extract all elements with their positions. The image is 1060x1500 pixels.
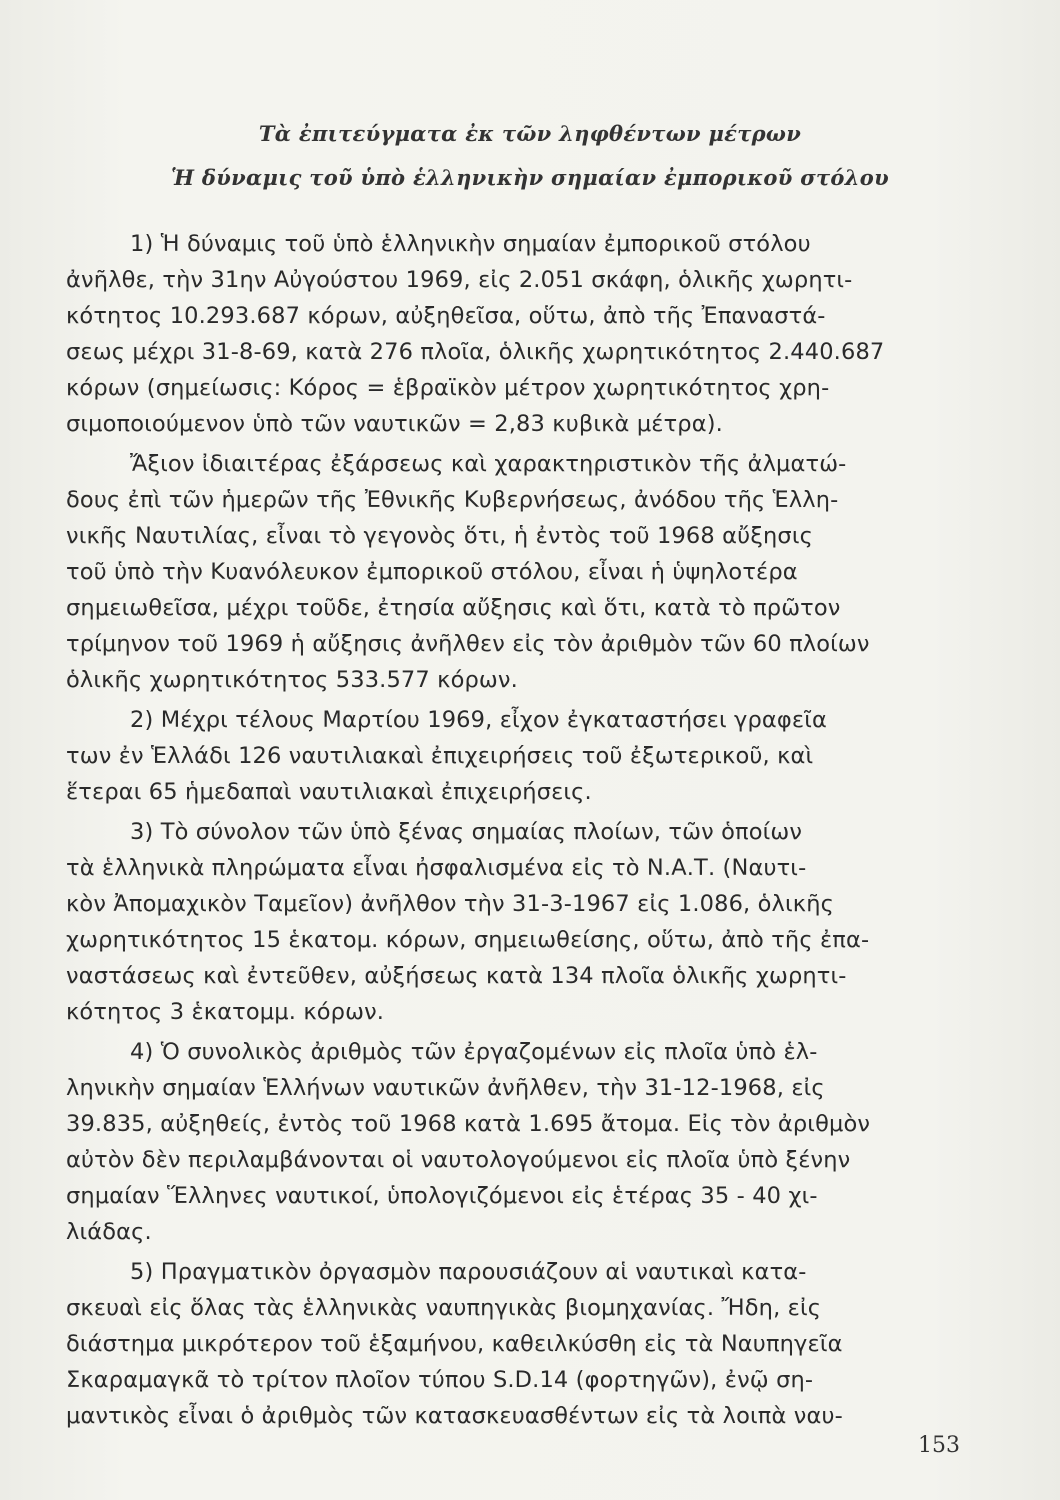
text-line: ληνικὴν σημαίαν Ἑλλήνων ναυτικῶν ἀνῆλθεν, τὴν 31-12-1968, εἰς <box>66 1075 825 1101</box>
text-line: ὁλικῆς χωρητικότητος 533.577 κόρων. <box>66 667 518 693</box>
paragraph-2 <box>66 446 940 698</box>
text-line: κότητος 3 ἑκατομμ. κόρων. <box>66 999 385 1025</box>
text-line: μαντικὸς εἶναι ὁ ἀριθμὸς τῶν κατασκευασθέντων εἰς τὰ λοιπὰ ναυ- <box>66 1403 843 1429</box>
text-line: νικῆς Ναυτιλίας, εἶναι τὸ γεγονὸς ὅτι, ἡ ἐντὸς τοῦ 1968 αὔξησις <box>66 523 813 549</box>
text-line: σημειωθεῖσα, μέχρι τοῦδε, ἐτησία αὔξησις καὶ ὅτι, κατὰ τὸ πρῶτον <box>66 595 841 621</box>
text-line: ἕτεραι 65 ἡμεδαπαὶ ναυτιλιακαὶ ἐπιχειρήσεις. <box>66 779 592 805</box>
text-line: λιάδας. <box>66 1219 152 1245</box>
page-number: 153 <box>918 1433 960 1458</box>
text-line: τρίμηνον τοῦ 1969 ἡ αὔξησις ἀνῆλθεν εἰς τὸν ἀριθμὸν τῶν 60 πλοίων <box>66 631 870 657</box>
text-line: Ἄξιον ἰδιαιτέρας ἐξάρσεως καὶ χαρακτηριστικὸν τῆς ἀλματώ- <box>130 451 847 477</box>
paragraph-4 <box>66 814 940 1030</box>
text-line: 4) Ὁ συνολικὸς ἀριθμὸς τῶν ἐργαζομένων εἰς πλοῖα ὑπὸ ἑλ- <box>130 1039 818 1065</box>
text-line: 39.835, αὐξηθείς, ἐντὸς τοῦ 1968 κατὰ 1.695 ἄτομα. Εἰς τὸν ἀριθμὸν <box>66 1111 871 1137</box>
body-text <box>66 226 940 1434</box>
text-line: διάστημα μικρότερον τοῦ ἑξαμήνου, καθειλκύσθη εἰς τὰ Ναυπηγεῖα <box>66 1331 843 1357</box>
text-line: δους ἐπὶ τῶν ἡμερῶν τῆς Ἐθνικῆς Κυβερνήσεως, ἀνόδου τῆς Ἑλλη- <box>66 487 839 513</box>
text-line: 1) Ἡ δύναμις τοῦ ὑπὸ ἑλληνικὴν σημαίαν ἐμπορικοῦ στόλου <box>130 231 811 257</box>
text-line: των ἐν Ἑλλάδι 126 ναυτιλιακαὶ ἐπιχειρήσεις τοῦ ἐξωτερικοῦ, καὶ <box>66 743 814 769</box>
text-line: χωρητικότητος 15 ἑκατομ. κόρων, σημειωθείσης, οὕτω, ἀπὸ τῆς ἐπα- <box>66 927 870 953</box>
section-subheading: Ἡ δύναμις τοῦ ὑπὸ ἑλληνικὴν σημαίαν ἐμπορικοῦ στόλου <box>171 165 889 190</box>
text-line: 5) Πραγματικὸν ὀργασμὸν παρουσιάζουν αἱ ναυτικαὶ κατα- <box>130 1259 807 1285</box>
text-line: 3) Τὸ σύνολον τῶν ὑπὸ ξένας σημαίας πλοίων, τῶν ὁποίων <box>130 819 803 845</box>
headings <box>90 112 970 200</box>
text-line: σκευαὶ εἰς ὅλας τὰς ἑλληνικὰς ναυπηγικὰς βιομηχανίας. Ἤδη, εἰς <box>66 1295 822 1321</box>
text-line: ἀνῆλθε, τὴν 31ην Αὐγούστου 1969, εἰς 2.051 σκάφη, ὁλικῆς χωρητι- <box>66 267 853 293</box>
text-line: τοῦ ὑπὸ τὴν Κυανόλευκον ἐμπορικοῦ στόλου, εἶναι ἡ ὑψηλοτέρα <box>66 559 798 585</box>
text-line: σιμοποιούμενον ὑπὸ τῶν ναυτικῶν = 2,83 κυβικὰ μέτρα). <box>66 411 723 437</box>
section-heading: Τὰ ἐπιτεύγματα ἐκ τῶν ληφθέντων μέτρων <box>258 121 802 146</box>
paragraph-5 <box>66 1034 940 1250</box>
text-line: τὰ ἑλληνικὰ πληρώματα εἶναι ἠσφαλισμένα εἰς τὸ Ν.Α.Τ. (Ναυτι- <box>66 855 807 881</box>
text-line: κότητος 10.293.687 κόρων, αὐξηθεῖσα, οὕτω, ἀπὸ τῆς Ἐπαναστά- <box>66 303 826 329</box>
text-line: 2) Μέχρι τέλους Μαρτίου 1969, εἶχον ἐγκαταστήσει γραφεῖα <box>130 707 827 733</box>
text-line: κὸν Ἀπομαχικὸν Ταμεῖον) ἀνῆλθον τὴν 31-3-1967 εἰς 1.086, ὁλικῆς <box>66 891 834 917</box>
text-line: σημαίαν Ἕλληνες ναυτικοί, ὑπολογιζόμενοι εἰς ἑτέρας 35 - 40 χι- <box>66 1183 818 1209</box>
paragraph-1 <box>66 226 940 442</box>
text-line: κόρων (σημείωσις: Κόρος = ἑβραϊκὸν μέτρον χωρητικότητος χρη- <box>66 375 830 401</box>
text-line: Σκαραμαγκᾶ τὸ τρίτον πλοῖον τύπου S.D.14 (φορτηγῶν), ἐνῷ ση- <box>66 1367 814 1393</box>
paragraph-6 <box>66 1254 940 1434</box>
text-line: ναστάσεως καὶ ἐντεῦθεν, αὐξήσεως κατὰ 134 πλοῖα ὁλικῆς χωρητι- <box>66 963 847 989</box>
paragraph-3 <box>66 702 940 810</box>
text-line: αὐτὸν δὲν περιλαμβάνονται οἱ ναυτολογούμενοι εἰς πλοῖα ὑπὸ ξένην <box>66 1147 851 1173</box>
text-line: σεως μέχρι 31-8-69, κατὰ 276 πλοῖα, ὁλικῆς χωρητικότητος 2.440.687 <box>66 339 885 365</box>
